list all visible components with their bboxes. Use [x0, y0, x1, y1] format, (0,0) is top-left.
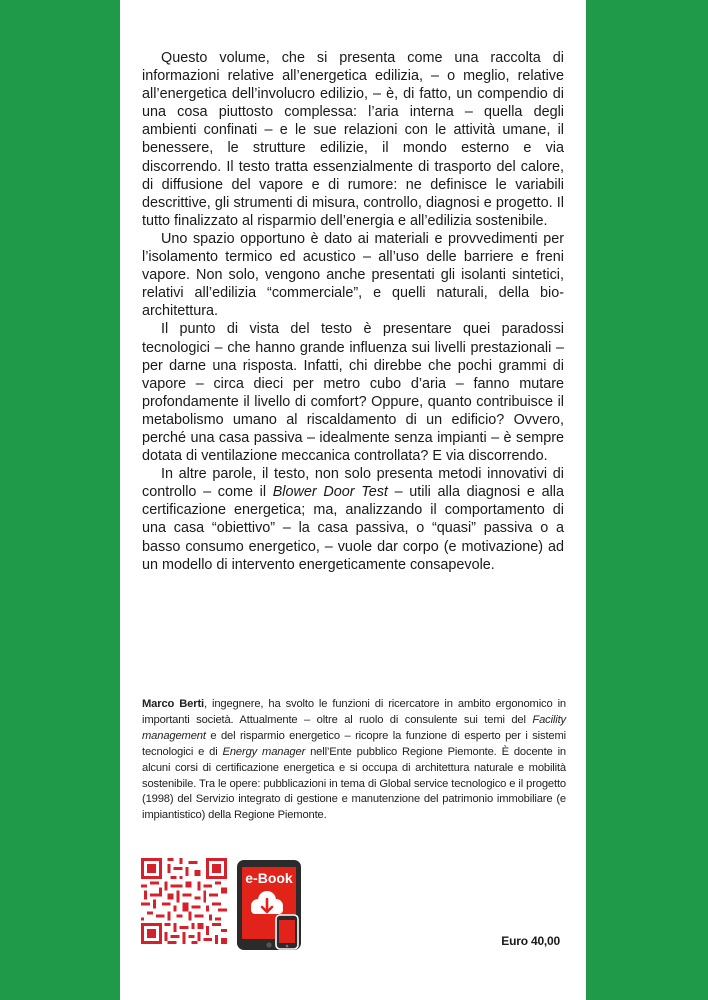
blower-door-test-term: Blower Door Test [272, 484, 388, 501]
tablet-phone-ebook-icon[interactable] [236, 859, 302, 951]
price-label: Euro 40,00 [501, 934, 560, 948]
bio-facility-management: Facility management [142, 713, 566, 742]
bio-text-1: , ingegnere, ha svolto le funzioni di ricercatore in ambito ergonomico in importanti società. Attualmente – oltre al ruolo di consulente sui temi del [142, 698, 566, 726]
blurb-p4-text-b: – utili alla diagnosi e alla certificazione energetica; ma, analizzando il comportamento di una casa “obiettivo” – la casa passiva, o “quasi” passiva o a basso consumo energetico, – vuole dar corpo (e motivazione) ad un modello di intervento energeticamente consapevole. [142, 484, 564, 573]
blurb-paragraph-2: Uno spazio opportuno è dato ai materiali e provvedimenti per l’isolamento termico ed acustico – all’uso delle barriere e freni vapore. Non solo, vengono anche presentati gli isolanti sintetici, relativi all’edilizia “commerciale”, e quelli naturali, della bio-architettura. [142, 230, 564, 320]
blurb-paragraph-1: Questo volume, che si presenta come una raccolta di informazioni relative all’energetica edilizia, – o meglio, relative all’energetica dell’involucro edilizio, – è, di fatto, un compendio di una cosa piuttosto complessa: l’aria interna – quella degli ambienti confinati – e le sue relazioni con le attività umane, il benessere, le strutture edilizie, il mondo esterno e via discorrendo. Il testo tratta essenzialmente di trasporto del calore, di diffusione del vapore e di rumore: ne definisce le variabili descrittive, gli strumenti di misura, controllo, diagnosi e progetto. Il tutto finalizzato al risparmio dell’energia e all’edilizia sostenibile. [142, 50, 564, 229]
cover-blurb [142, 49, 564, 574]
bio-energy-manager: Energy manager [222, 745, 306, 758]
author-bio [142, 697, 566, 824]
blurb-p4-text-a: In altre parole, il testo, non solo presenta metodi innovativi di controllo – come il [142, 466, 564, 501]
qr-code-icon[interactable] [141, 858, 227, 944]
author-name: Marco Berti [142, 698, 204, 710]
back-cover-page [120, 0, 586, 1000]
blurb-paragraph-3: Il punto di vista del testo è presentare quei paradossi tecnologici – che hanno grande influenza sui livelli prestazionali – per darne una risposta. Infatti, chi direbbe che pochi grammi di vapore – circa dieci per metro cubo d’aria – fanno mutare profondamente il livello di comfort? Oppure, quanto contribuisce il metabolismo umano al riscaldamento di un edificio? Ovvero, perché una casa passiva – idealmente senza impianti – è sempre dotata di ventilazione meccanica controllata? E via discorrendo. [142, 321, 564, 465]
ebook-label: e-Book [245, 870, 293, 886]
blurb-paragraph-4 [142, 465, 564, 574]
bio-text-3: nell’Ente pubblico Regione Piemonte. È docente in alcuni corsi di certificazione energetica e si occupa di architettura naturale e mobilità sostenibile. Tra le opere: pubblicazioni in tema di Global service tecnologico e il progetto (1998) del Servizio integrato di gestione e manutenzione del patrimonio immobiliare (e impiantistico) della Regione Piemonte. [142, 745, 566, 822]
bio-text-2: e del risparmio energetico – ricopre la funzione di esperto per i sistemi tecnologici e di [142, 729, 566, 758]
